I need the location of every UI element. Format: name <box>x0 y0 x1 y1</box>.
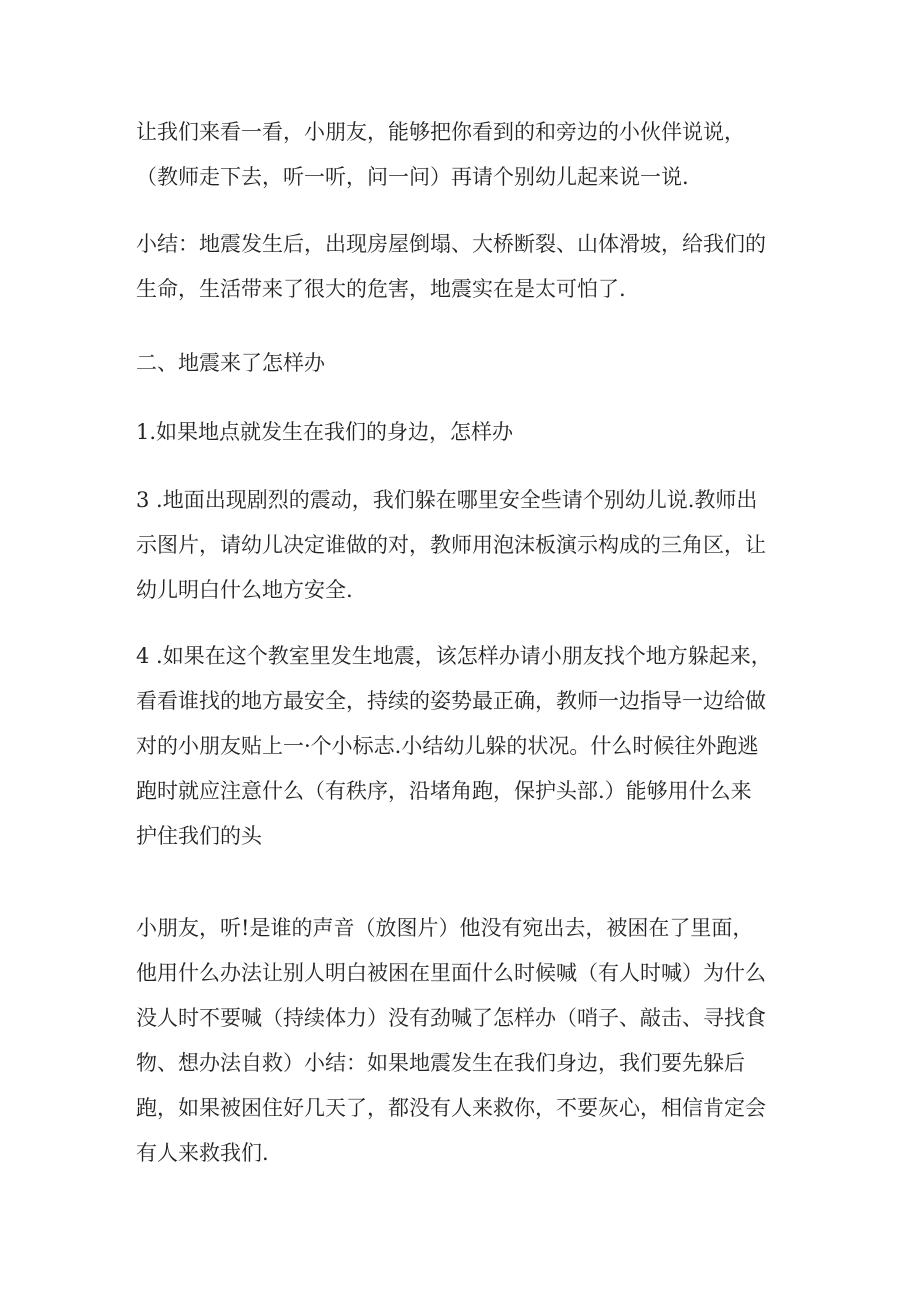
text-line: 护住我们的头 <box>136 824 262 848</box>
text-line: 有人来救我们. <box>136 1141 269 1165</box>
text-line: 跑时就应注意什么（有秩序，沿堵角跑，保护头部.）能够用什么来 <box>136 779 752 803</box>
text-line: 跑，如果被困住好几天了，都没有人来救你，不要灰心，相信肯定会 <box>136 1096 766 1120</box>
text-line: 4 .如果在这个教室里发生地震，该怎样办请小朋友找个地方躲起来， <box>136 644 772 668</box>
text-line: 他用什么办法让别人明白被困在里面什么时候喊（有人时喊）为什么 <box>136 961 766 985</box>
text-line: 生命，生活带来了很大的危害，地震实在是太可怕了. <box>136 277 626 301</box>
paragraph-1 <box>136 110 796 200</box>
text-line: 1.如果地点就发生在我们的身边，怎样办 <box>136 420 514 444</box>
text-line: 小结：地震发生后，出现房屋倒塌、大桥断裂、山体滑坡，给我们的 <box>136 232 766 256</box>
text-line: 让我们来看一看，小朋友，能够把你看到的和旁边的小伙伴说说， <box>136 120 745 144</box>
paragraph-6 <box>136 906 796 1176</box>
text-line: 3 .地面出现剧烈的震动，我们躲在哪里安全些请个别幼儿说.教师出 <box>136 488 758 512</box>
paragraph-5 <box>136 634 796 859</box>
paragraph-4 <box>136 478 796 613</box>
text-line: 对的小朋友贴上一·个小标志.小结幼儿躲的状况。什么时候往外跑逃 <box>136 734 759 758</box>
text-line: 物、想办法自救）小结：如果地震发生在我们身边，我们要先躲后 <box>136 1051 745 1075</box>
text-line: 小朋友，听!是谁的声音（放图片）他没有宛出去，被困在了里面， <box>136 916 754 940</box>
text-line: （教师走下去，听一听，问一问）再请个别幼儿起来说一说. <box>136 165 689 189</box>
paragraph-3 <box>136 410 796 455</box>
text-line: 没人时不要喊（持续体力）没有劲喊了怎样办（哨子、敲击、寻找食 <box>136 1006 766 1030</box>
text-line: 看看谁找的地方最安全，持续的姿势最正确，教师一边指导一边给做 <box>136 689 766 713</box>
text-line: 二、地震来了怎样办 <box>136 351 325 375</box>
paragraph-2 <box>136 222 796 312</box>
text-line: 示图片，请幼儿决定谁做的对，教师用泡沫板演示构成的三角区，让 <box>136 533 766 557</box>
section-heading <box>136 341 796 386</box>
text-line: 幼儿明白什么地方安全. <box>136 578 353 602</box>
